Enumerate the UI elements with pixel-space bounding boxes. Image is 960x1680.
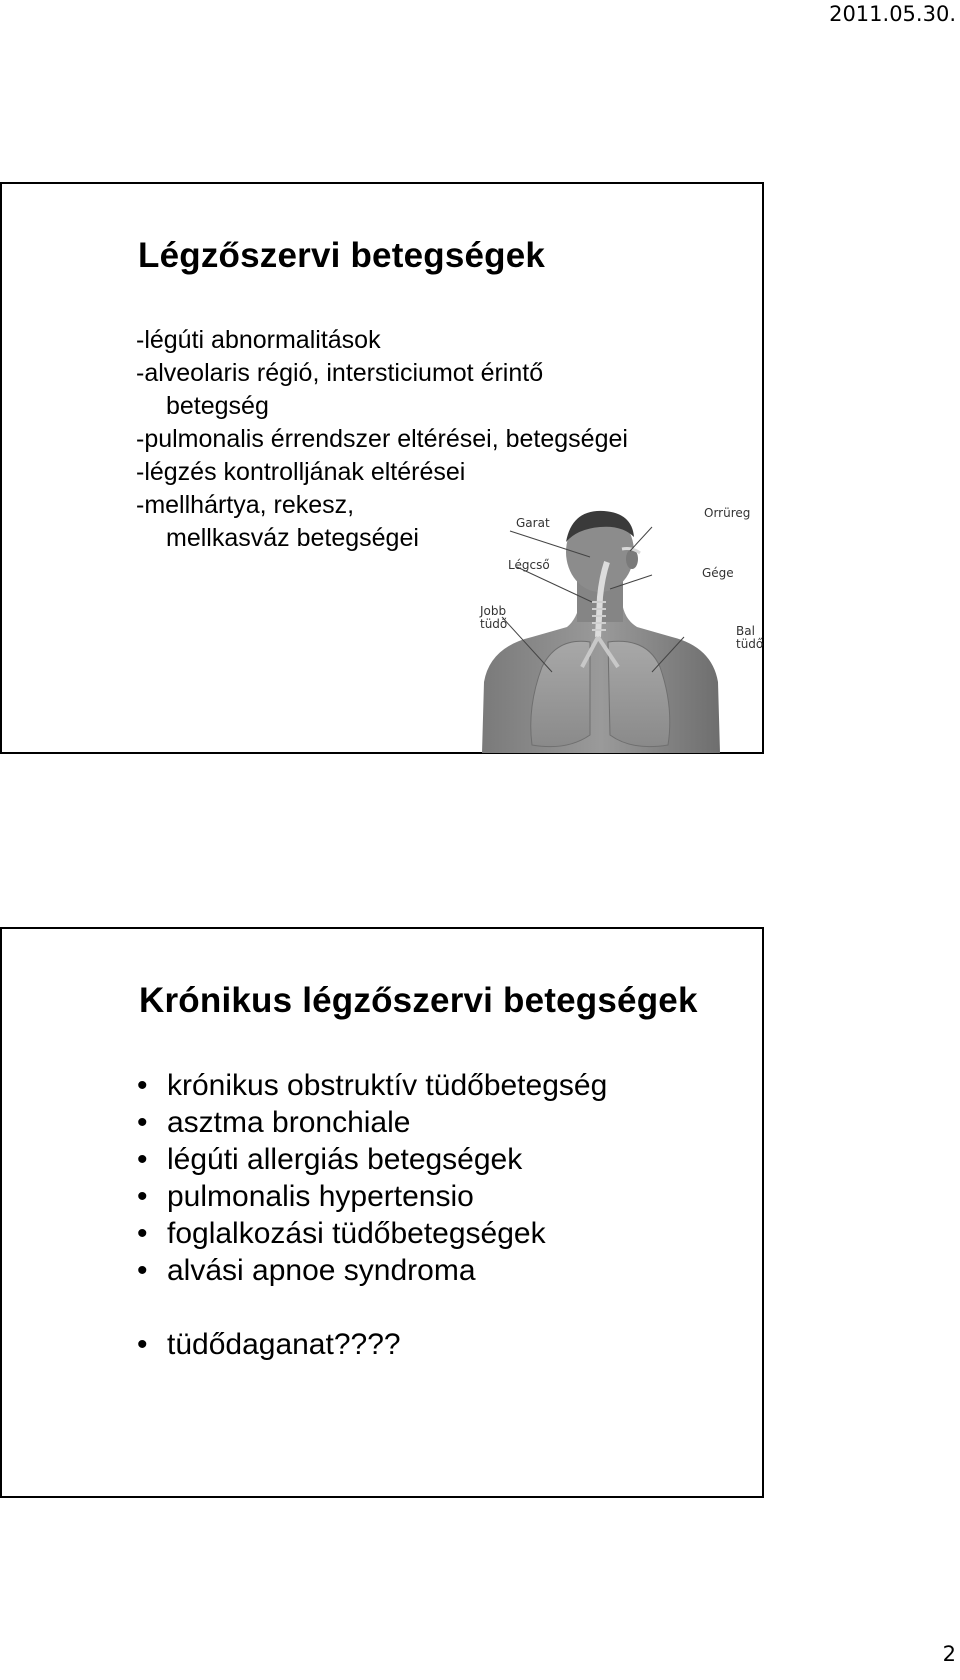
label-gege: Gége: [702, 566, 734, 580]
bullet-icon: •: [137, 1217, 148, 1250]
list-item: • pulmonalis hypertensio: [137, 1180, 474, 1213]
label-garat: Garat: [516, 516, 550, 530]
page-number: 2: [942, 1642, 956, 1666]
list-item: -pulmonalis érrendszer eltérései, betegségei: [136, 425, 628, 453]
bullet-icon: •: [137, 1254, 148, 1287]
anatomy-image: [472, 507, 762, 753]
header-date: 2011.05.30.: [829, 2, 956, 26]
label-bal-tudo: Bal tüdő: [736, 624, 764, 651]
slide-title: Légzőszervi betegségek: [138, 236, 546, 275]
list-item: • légúti allergiás betegségek: [137, 1143, 523, 1176]
respiratory-system-illustration: [472, 507, 762, 753]
list-item: • foglalkozási tüdőbetegségek: [137, 1217, 546, 1250]
bullet-icon: •: [137, 1069, 148, 1102]
bullet-icon: •: [137, 1106, 148, 1139]
list-item: -légzés kontrolljának eltérései: [136, 458, 466, 486]
bullet-icon: •: [137, 1143, 148, 1176]
label-legcso: Légcső: [508, 558, 550, 572]
label-jobb-tudo: Jobb tüdő: [480, 604, 508, 631]
list-item: • asztma bronchiale: [137, 1106, 411, 1139]
list-item: -légúti abnormalitások: [136, 326, 381, 354]
list-item: • alvási apnoe syndroma: [137, 1254, 476, 1287]
list-item: • krónikus obstruktív tüdőbetegség: [137, 1069, 608, 1102]
label-orrureg: Orrüreg: [704, 506, 751, 520]
slide-chronic-respiratory-diseases: [0, 927, 764, 1498]
slide-title: Krónikus légzőszervi betegségek: [139, 981, 698, 1020]
list-item: -mellhártya, rekesz, mellkasváz betegségei: [136, 491, 419, 552]
list-item: • tüdődaganat????: [137, 1328, 401, 1361]
bullet-icon: •: [137, 1328, 148, 1361]
chronic-disease-list: [137, 1067, 607, 1363]
slide-respiratory-diseases: [0, 182, 764, 754]
bullet-icon: •: [137, 1180, 148, 1213]
list-item: -alveolaris régió, intersticiumot érintő betegség: [136, 359, 544, 420]
